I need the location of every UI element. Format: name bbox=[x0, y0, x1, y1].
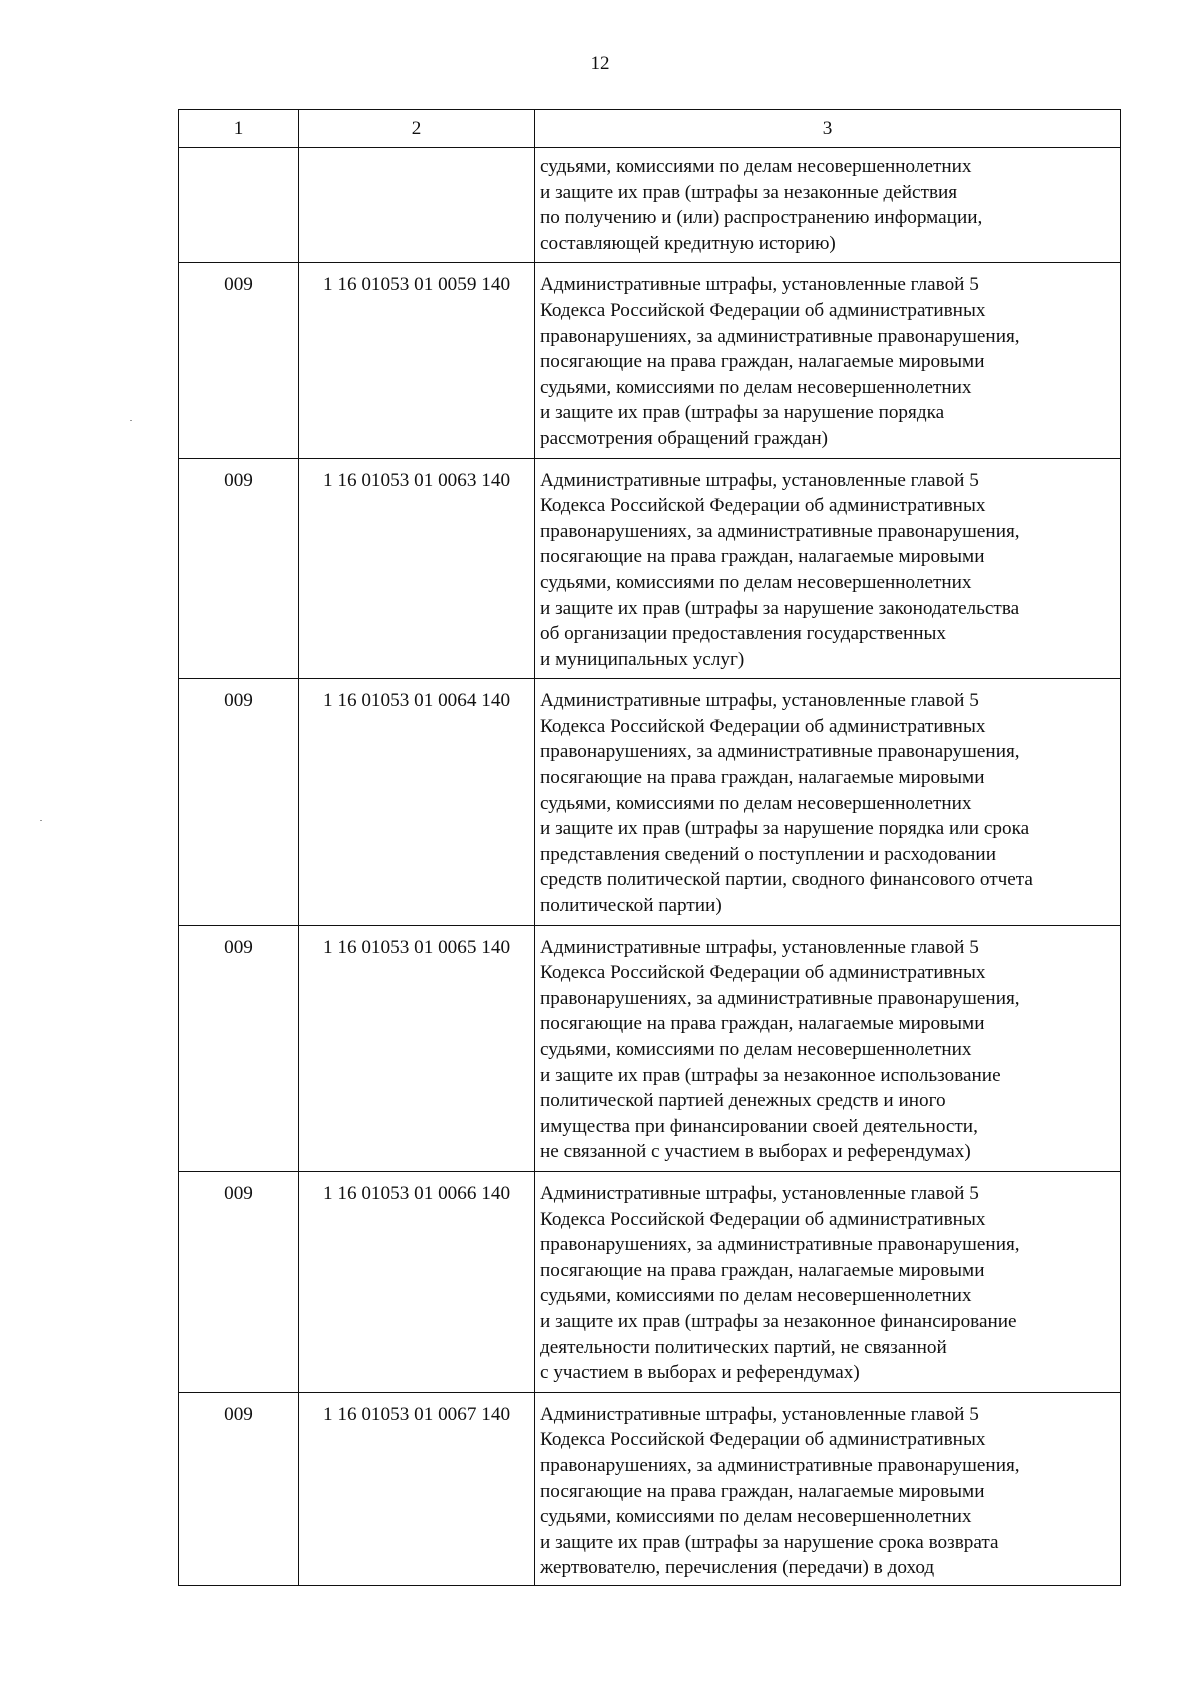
description-line: Административные штрафы, установленные главой 5 bbox=[540, 274, 979, 296]
description-line: Кодекса Российской Федерации об административных bbox=[540, 495, 986, 517]
description-line: об организации предоставления государственных bbox=[540, 623, 947, 645]
admin-code-cell: 009 bbox=[179, 679, 299, 925]
budget-classification-code-cell: 1 16 01053 01 0063 140 bbox=[299, 458, 535, 679]
description-line: и защите их прав (штрафы за нарушение порядка bbox=[540, 402, 945, 424]
description-line: Кодекса Российской Федерации об административных bbox=[540, 962, 986, 984]
description-line: и защите их прав (штрафы за нарушение законодательства bbox=[540, 597, 1020, 619]
description-line: политической партией денежных средств и иного bbox=[540, 1090, 946, 1112]
description-line: и муниципальных услуг) bbox=[540, 648, 745, 670]
description-line: судьями, комиссиями по делам несовершеннолетних bbox=[540, 376, 972, 398]
description-line: посягающие на права граждан, налагаемые мировыми bbox=[540, 767, 985, 789]
description-line: Административные штрафы, установленные главой 5 bbox=[540, 690, 979, 712]
admin-code-cell bbox=[179, 148, 299, 263]
description-cell bbox=[535, 263, 1121, 458]
table-row bbox=[179, 148, 1121, 263]
description-line: и защите их прав (штрафы за нарушение срока возврата bbox=[540, 1531, 999, 1553]
description-cell bbox=[535, 1392, 1121, 1585]
description-line: правонарушениях, за административные правонарушения, bbox=[540, 741, 1020, 763]
scan-speck bbox=[40, 820, 42, 821]
page-number: 12 bbox=[590, 53, 610, 74]
table-row bbox=[179, 1392, 1121, 1585]
scan-speck bbox=[130, 420, 132, 421]
description-line: и защите их прав (штрафы за незаконное использование bbox=[540, 1064, 1001, 1086]
description-line: Административные штрафы, установленные главой 5 bbox=[540, 1182, 979, 1204]
description-cell bbox=[535, 458, 1121, 679]
description-line: правонарушениях, за административные правонарушения, bbox=[540, 1454, 1020, 1476]
budget-classification-code-cell: 1 16 01053 01 0065 140 bbox=[299, 925, 535, 1171]
description-line: посягающие на права граждан, налагаемые мировыми bbox=[540, 1259, 985, 1281]
budget-classification-code-cell: 1 16 01053 01 0067 140 bbox=[299, 1392, 535, 1585]
description-line: правонарушениях, за административные правонарушения, bbox=[540, 325, 1020, 347]
description-line: судьями, комиссиями по делам несовершеннолетних bbox=[540, 792, 972, 814]
description-line: посягающие на права граждан, налагаемые мировыми bbox=[540, 351, 985, 373]
description-line: Административные штрафы, установленные главой 5 bbox=[540, 1403, 979, 1425]
description-line: Административные штрафы, установленные главой 5 bbox=[540, 936, 979, 958]
description-line: по получению и (или) распространению информации, bbox=[540, 207, 983, 229]
table-row bbox=[179, 679, 1121, 925]
description-line: деятельности политических партий, не связанной bbox=[540, 1336, 947, 1358]
admin-code-cell: 009 bbox=[179, 925, 299, 1171]
column-header-1: 1 bbox=[179, 110, 299, 148]
table-row bbox=[179, 458, 1121, 679]
budget-classification-code-cell: 1 16 01053 01 0066 140 bbox=[299, 1171, 535, 1392]
description-line: политической партии) bbox=[540, 895, 722, 917]
description-line: имущества при финансировании своей деятельности, bbox=[540, 1115, 978, 1137]
budget-classification-code-cell bbox=[299, 148, 535, 263]
revenue-codes-table bbox=[178, 109, 1121, 1586]
description-line: Кодекса Российской Федерации об административных bbox=[540, 299, 986, 321]
description-line: судьями, комиссиями по делам несовершеннолетних bbox=[540, 571, 972, 593]
table-row bbox=[179, 925, 1121, 1171]
column-header-2: 2 bbox=[299, 110, 535, 148]
description-line: судьями, комиссиями по делам несовершеннолетних bbox=[540, 1506, 972, 1528]
description-line: средств политической партии, сводного финансового отчета bbox=[540, 869, 1033, 891]
description-line: Кодекса Российской Федерации об административных bbox=[540, 1208, 986, 1230]
description-line: представления сведений о поступлении и расходовании bbox=[540, 843, 996, 865]
admin-code-cell: 009 bbox=[179, 263, 299, 458]
table-header-row bbox=[179, 110, 1121, 148]
description-line: посягающие на права граждан, налагаемые мировыми bbox=[540, 1013, 985, 1035]
description-cell bbox=[535, 148, 1121, 263]
description-line: жертвователю, перечисления (передачи) в доход bbox=[540, 1557, 935, 1579]
table-row bbox=[179, 1171, 1121, 1392]
budget-classification-code-cell: 1 16 01053 01 0064 140 bbox=[299, 679, 535, 925]
description-line: правонарушениях, за административные правонарушения, bbox=[540, 1234, 1020, 1256]
admin-code-cell: 009 bbox=[179, 458, 299, 679]
description-cell bbox=[535, 1171, 1121, 1392]
admin-code-cell: 009 bbox=[179, 1171, 299, 1392]
description-line: и защите их прав (штрафы за незаконные действия bbox=[540, 181, 958, 203]
description-line: и защите их прав (штрафы за незаконное финансирование bbox=[540, 1310, 1017, 1332]
description-line: Кодекса Российской Федерации об административных bbox=[540, 1429, 986, 1451]
description-line: с участием в выборах и референдумах) bbox=[540, 1362, 860, 1384]
description-line: Кодекса Российской Федерации об административных bbox=[540, 715, 986, 737]
description-line: Административные штрафы, установленные главой 5 bbox=[540, 469, 979, 491]
description-line: посягающие на права граждан, налагаемые мировыми bbox=[540, 1480, 985, 1502]
description-cell bbox=[535, 925, 1121, 1171]
description-line: рассмотрения обращений граждан) bbox=[540, 427, 829, 449]
description-line: судьями, комиссиями по делам несовершеннолетних bbox=[540, 1285, 972, 1307]
table-row bbox=[179, 263, 1121, 458]
description-line: правонарушениях, за административные правонарушения, bbox=[540, 520, 1020, 542]
description-line: правонарушениях, за административные правонарушения, bbox=[540, 987, 1020, 1009]
description-line: судьями, комиссиями по делам несовершеннолетних bbox=[540, 1039, 972, 1060]
description-line: посягающие на права граждан, налагаемые мировыми bbox=[540, 546, 985, 568]
description-line: составляющей кредитную историю) bbox=[540, 232, 836, 254]
admin-code-cell: 009 bbox=[179, 1392, 299, 1585]
description-line: судьями, комиссиями по делам несовершеннолетних bbox=[540, 156, 972, 177]
table-body bbox=[179, 110, 1121, 1586]
budget-classification-code-cell: 1 16 01053 01 0059 140 bbox=[299, 263, 535, 458]
description-line: не связанной с участием в выборах и референдумах) bbox=[540, 1141, 971, 1163]
description-cell bbox=[535, 679, 1121, 925]
description-line: и защите их прав (штрафы за нарушение порядка или срока bbox=[540, 818, 1030, 840]
column-header-3: 3 bbox=[535, 110, 1121, 148]
